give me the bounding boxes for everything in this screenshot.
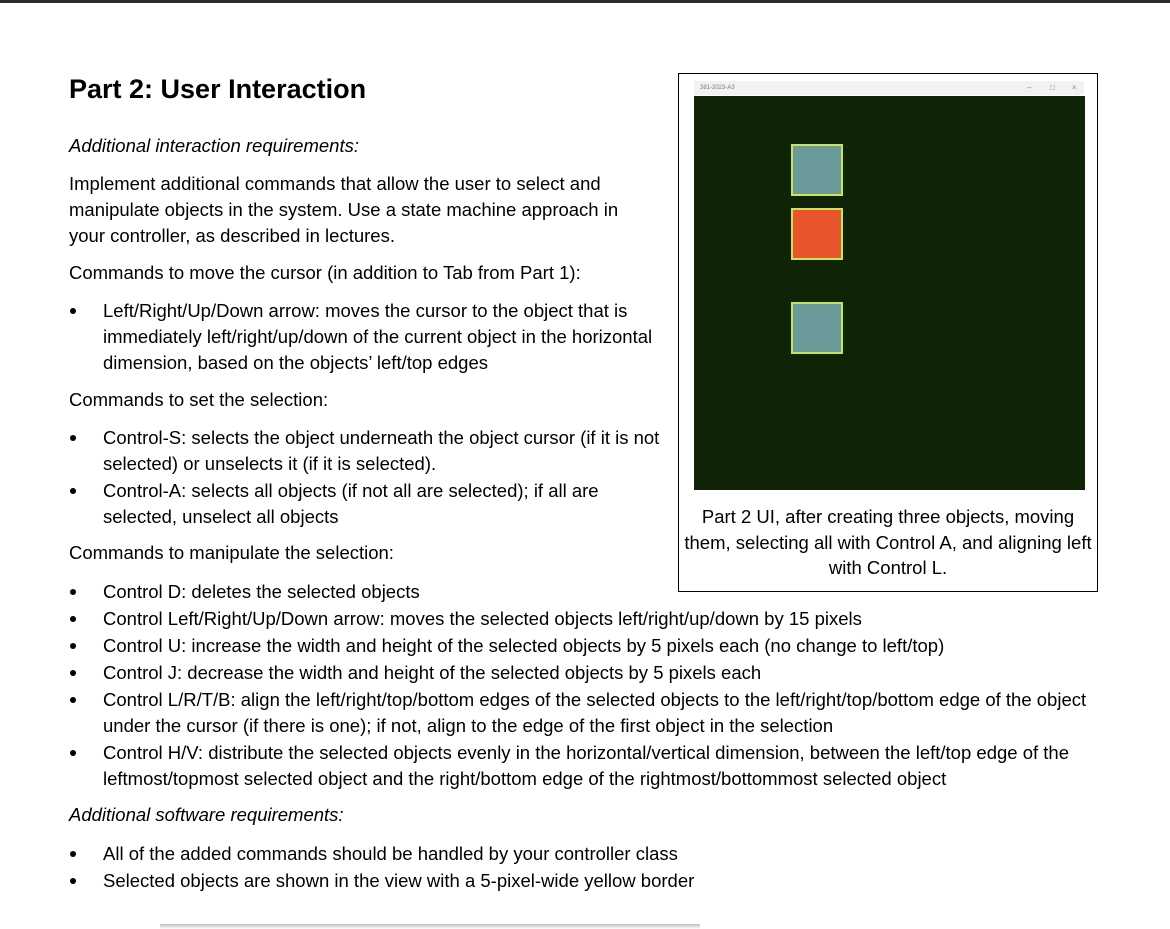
window-title: 381-2023-A3 — [700, 85, 735, 91]
bullet-icon — [70, 878, 76, 884]
list-item: Control H/V: distribute the selected objects evenly in the horizontal/vertical dimension, between the left/top edge of the leftmost/topmost selected object and the right/bottom edge of the rightmost/bottommost selected object — [69, 740, 1099, 792]
minimize-icon: – — [1027, 83, 1032, 92]
cut-off-text — [160, 924, 700, 929]
list-item: Selected objects are shown in the view with a 5-pixel-wide yellow border — [69, 868, 1099, 894]
software-list — [69, 841, 1099, 895]
canvas-object-1 — [791, 144, 843, 196]
list-item: Left/Right/Up/Down arrow: moves the cursor to the object that is immediately left/right/up/down of the current object in the horizontal dimension, based on the objects’ left/top edges — [69, 298, 654, 376]
canvas-object-3 — [791, 302, 843, 354]
selection-list — [69, 425, 664, 531]
canvas-object-2 — [791, 208, 843, 260]
bullet-icon — [70, 308, 76, 314]
interaction-heading: Additional interaction requirements: — [69, 135, 359, 156]
list-item: Control J: decrease the width and height of the selected objects by 5 pixels each — [69, 660, 1099, 686]
bullet-icon — [70, 750, 76, 756]
bullet-icon — [70, 589, 76, 595]
bullet-icon — [70, 670, 76, 676]
list-item: Control L/R/T/B: align the left/right/top/bottom edges of the selected objects to the left/right/top/bottom edge of the object under the cursor (if there is one); if not, align to the edge of the first object in the selection — [69, 687, 1099, 739]
drawing-canvas — [694, 96, 1085, 490]
top-border — [0, 0, 1170, 3]
bullet-icon — [70, 697, 76, 703]
manipulate-list — [69, 579, 1099, 793]
list-item: Control D: deletes the selected objects — [69, 579, 1099, 605]
window-title-bar — [694, 81, 1084, 95]
list-item: Control Left/Right/Up/Down arrow: moves the selected objects left/right/up/down by 15 pixels — [69, 606, 1099, 632]
bullet-icon — [70, 488, 76, 494]
page-title: Part 2: User Interaction — [69, 74, 367, 104]
list-item: All of the added commands should be handled by your controller class — [69, 841, 1099, 867]
selection-heading: Commands to set the selection: — [69, 389, 329, 410]
close-icon: × — [1072, 83, 1077, 92]
bullet-icon — [70, 616, 76, 622]
software-heading: Additional software requirements: — [69, 804, 344, 825]
list-item: Control U: increase the width and height of the selected objects by 5 pixels each (no change to left/top) — [69, 633, 1099, 659]
list-item: Control-A: selects all objects (if not all are selected); if all are selected, unselect all objects — [69, 478, 664, 530]
ui-screenshot-figure — [678, 73, 1098, 592]
bullet-icon — [70, 851, 76, 857]
intro-paragraph: Implement additional commands that allow the user to select and manipulate objects in the system. Use a state machine approach in your controller, as described in lectures. — [69, 173, 619, 246]
cursor-heading: Commands to move the cursor (in addition to Tab from Part 1): — [69, 262, 581, 283]
maximize-icon: □ — [1050, 83, 1055, 92]
bullet-icon — [70, 643, 76, 649]
manipulate-heading: Commands to manipulate the selection: — [69, 542, 394, 563]
cursor-list — [69, 298, 654, 377]
figure-caption: Part 2 UI, after creating three objects, moving them, selecting all with Control A, and aligning left with Control L. — [684, 506, 1092, 578]
bullet-icon — [70, 435, 76, 441]
list-item: Control-S: selects the object underneath the object cursor (if it is not selected) or unselects it (if it is selected). — [69, 425, 664, 477]
